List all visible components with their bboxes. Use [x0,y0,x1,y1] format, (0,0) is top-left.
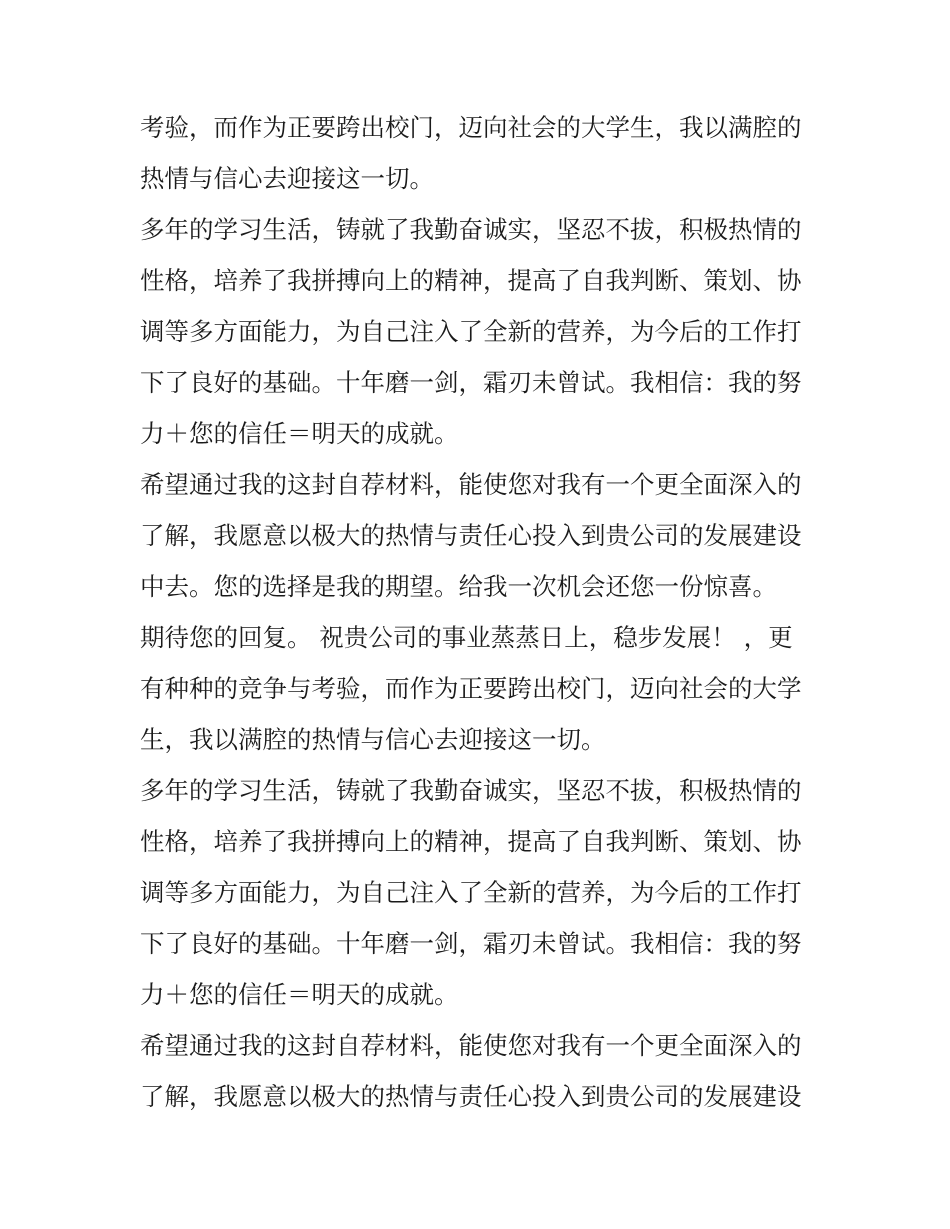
text-line: 调等多方面能力，为自己注入了全新的营养，为今后的工作打 [140,317,802,346]
text-line: 性格，培养了我拼搏向上的精神，提高了自我判断、策划、协 [140,266,802,295]
text-line: 多年的学习生活，铸就了我勤奋诚实，坚忍不拔，积极热情的 [140,776,802,805]
text-line: 希望通过我的这封自荐材料，能使您对我有一个更全面深入的 [140,1031,802,1060]
text-line: 下了良好的基础。十年磨一剑，霜刃未曾试。我相信：我的努 [140,368,802,397]
text-line: 希望通过我的这封自荐材料，能使您对我有一个更全面深入的 [140,470,802,499]
text-line: 了解，我愿意以极大的热情与责任心投入到贵公司的发展建设 [140,521,802,550]
text-line: 有种种的竞争与考验，而作为正要跨出校门，迈向社会的大学 [140,674,802,703]
text-line: 力＋您的信任＝明天的成就。 [140,419,459,448]
text-line: 了解，我愿意以极大的热情与责任心投入到贵公司的发展建设 [140,1082,802,1111]
text-line: 热情与信心去迎接这一切。 [140,164,434,193]
text-line: 期待您的回复。 祝贵公司的事业蒸蒸日上，稳步发展！ ，更 [140,623,793,652]
text-line: 下了良好的基础。十年磨一剑，霜刃未曾试。我相信：我的努 [140,929,802,958]
text-line: 力＋您的信任＝明天的成就。 [140,980,459,1009]
text-line: 性格，培养了我拼搏向上的精神，提高了自我判断、策划、协 [140,827,802,856]
text-line: 多年的学习生活，铸就了我勤奋诚实，坚忍不拔，积极热情的 [140,215,802,244]
text-line: 生，我以满腔的热情与信心去迎接这一切。 [140,725,606,754]
text-line: 调等多方面能力，为自己注入了全新的营养，为今后的工作打 [140,878,802,907]
body-text [140,102,820,1122]
text-line: 中去。您的选择是我的期望。给我一次机会还您一份惊喜。 [140,572,777,601]
text-line: 考验，而作为正要跨出校门，迈向社会的大学生，我以满腔的 [140,113,802,142]
